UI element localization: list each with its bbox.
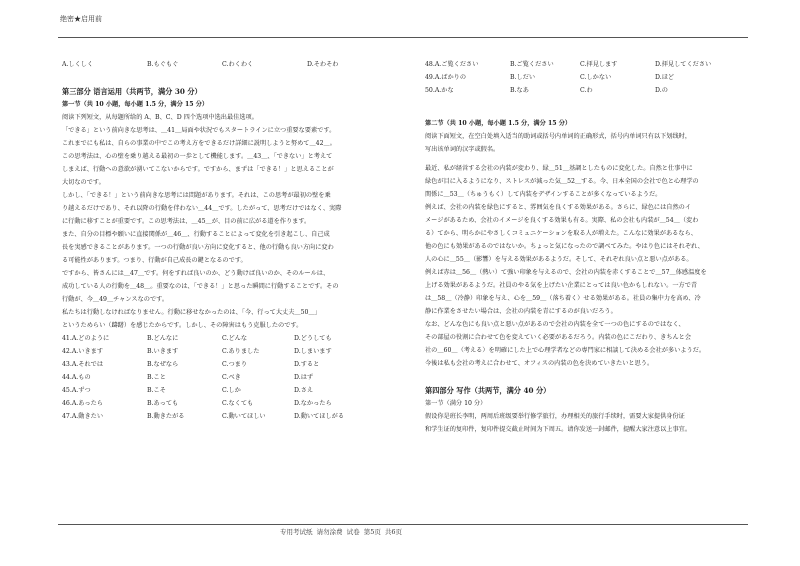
option-row-40 (62, 58, 392, 71)
option-d[interactable]: D.ほど (655, 74, 675, 81)
option-b[interactable]: B.こと (147, 374, 166, 381)
option-c[interactable]: C.どんな (222, 335, 248, 342)
option-d[interactable]: D.なかったら (294, 400, 332, 407)
option-b[interactable]: B.もぐもぐ (147, 61, 179, 68)
passage-line: また、自分の目標や願いに直接関係が＿46＿、行動することによって変化を引き起こし、自己成 (62, 231, 330, 238)
section1-title: 第一节（共 10 小题，每小题 1.5 分，满分 15 分） (62, 101, 209, 108)
right-column (425, 58, 755, 436)
option-row (62, 358, 392, 371)
passage-line: る）てから、明らかにやさしくコミュニケーションを取る人が増えた。こんなに効果があるなら、 (425, 230, 697, 237)
left-column (62, 58, 392, 423)
passage-line: しまえば、行動への意欲が湧いてこないからです。ですから、まずは「できる！」と思えることが (62, 166, 334, 173)
option-d[interactable]: D.拝見してください (655, 61, 712, 68)
option-b[interactable]: B.こそ (147, 387, 166, 394)
passage-line: なお、どんな色にも良い点と悪い点があるので会社の内装を全て一つの色にするのではなく、 (425, 321, 685, 328)
passage-line: 人の心に＿55＿（影響）を与える効果があるようだ。そして、それぞれ良い点と悪い点がある。 (425, 256, 693, 263)
option-d[interactable]: D.そわそわ (307, 61, 339, 68)
passage-2 (425, 162, 755, 370)
confidential-label: 绝密★启用前 (60, 15, 102, 23)
section2-instructions: 写出该单词的汉字或假名。 (425, 146, 500, 153)
option-c[interactable]: C.わ (580, 87, 593, 94)
passage-line: り越えるだけであり、それ以降の行動を伴わない＿44＿です。したがって、思考だけではなく、実際 (62, 205, 342, 212)
option-c[interactable]: C.ありました (222, 348, 260, 355)
passage-line: というためらい（躊躇）を感じたからです。しかし、その障害はもう克服したのです。 (62, 322, 303, 329)
passage-line: 長を実感できることがあります。一つの行動が良い方向に変化すると、他の行動も良い方向に変わ (62, 244, 334, 251)
passage-line: に行動に移すことが重要です。この思考法は、＿45＿が、目の前に広がる道を作ります。 (62, 218, 311, 225)
passage-line: 今後は私も会社の考えに合わせて、オフィスの内装の色を決めていきたいと思う。 (425, 360, 654, 367)
writing-prompt-line: 假设你是班长李明，两周后班级要举行修学旅行，办理相关的旅行手续时，需要大家提供身份证 (425, 413, 685, 420)
option-c[interactable]: C.しか (222, 387, 241, 394)
option-row (425, 58, 755, 71)
option-a[interactable]: 42.A.いきます (62, 348, 104, 355)
writing-prompt-line: 和学生证的复印件，复印件提交截止时间为下周五。请你发送一封邮件，提醒大家注意以上事宜。 (425, 426, 692, 433)
option-a[interactable]: 49.A.ばかりの (425, 74, 467, 81)
option-row (62, 345, 392, 358)
passage-line: その部屋の役割に合わせて色を変えていく必要があるだろう。内装の色にこだわり、きちんと会 (425, 334, 692, 341)
option-d[interactable]: D.すると (294, 361, 320, 368)
option-b[interactable]: B.いきます (147, 348, 179, 355)
bottom-rule (58, 524, 748, 525)
option-d[interactable]: D.動いてほしがる (294, 413, 345, 420)
option-d[interactable]: D.しまいます (294, 348, 332, 355)
passage-line: 行動が、今＿49＿チャンスなのです。 (62, 296, 169, 303)
passage-1 (62, 124, 392, 332)
option-b[interactable]: B.あっても (147, 400, 179, 407)
option-row (62, 410, 392, 423)
option-a[interactable]: 47.A.動きたい (62, 413, 104, 420)
passage-line: る可能性があります。つまり、行動が自己成長の鍵となるのです。 (62, 257, 247, 264)
passage-line: は＿58＿（冷静）印象を与え、心を＿59＿（落ち着く）せる効果がある。社員の集中力を高め、冷 (425, 295, 701, 302)
passage-line: 他の色にも効果があるのではないか。ちょっと気になったので調べてみた。やはり色にはそれぞれ、 (425, 243, 704, 250)
option-b[interactable]: B.なぜなら (147, 361, 179, 368)
passage-line: 上げる効果があるようだ。社員のやる気を上げたい企業にとっては良い色かもしれない。一方で青 (425, 282, 698, 289)
option-c[interactable]: C.しかない (580, 74, 612, 81)
option-a[interactable]: 48.A.ご覧ください (425, 61, 479, 68)
passage-line: 緑色が目に入るようになり、ストレスが減った気＿52＿する。今、日本全国の会社で色と心理学の (425, 178, 699, 185)
passage-line: 関係に＿53＿（ちゅうもく）して内装をデザインすることが多くなっているようだ。 (425, 191, 662, 198)
section2-instructions: 阅读下面短文，在空白处填入适当的助词或括号内单词的正确形式，括号内单词只有以下划线时， (425, 133, 692, 140)
option-row (425, 84, 755, 97)
part4-section1-title: 第一节（满分 10 分） (425, 400, 487, 407)
passage-line: 大切なのです。 (62, 179, 105, 186)
passage-line: 成功している人の行動を＿48＿。重要なのは、「できる！」と思った瞬間に行動することです。その (62, 283, 339, 290)
option-d[interactable]: D.さえ (294, 387, 314, 394)
option-a[interactable]: 46.A.あったら (62, 400, 103, 407)
option-c[interactable]: C.動いてほしい (222, 413, 266, 420)
option-b[interactable]: B.しだい (510, 74, 536, 81)
option-c[interactable]: C.なくても (222, 400, 254, 407)
page-footer: 专用考试纸 请勿涂费 试卷 第5页 共6页 (280, 528, 403, 536)
option-b[interactable]: B.動きたがる (147, 413, 185, 420)
passage-line: ですから、皆さんには＿47＿です。何をすれば良いのか、どう動けば良いのか、そのルールは、 (62, 270, 330, 277)
passage-line: これまでにも私は、自らの事業の中でこの考え方をできるだけ詳細に説明しようと努めて＿42＿。 (62, 140, 336, 147)
option-c[interactable]: C.拝見します (580, 61, 618, 68)
options-41-47 (62, 332, 392, 423)
top-rule (58, 37, 748, 38)
part3-title: 第三部分 语言运用（共两节，满分 30 分） (62, 87, 202, 96)
option-a[interactable]: 43.A.それでは (62, 361, 104, 368)
passage-line: この思考法は、心の壁を乗り越える最初の一歩として機能します。＿43＿、「できない」と考えて (62, 153, 333, 160)
option-a[interactable]: 45.A.ずつ (62, 387, 91, 394)
passage-line: 例えば、会社の内装を緑色にすると、雰囲気を良くする効果がある。さらに、緑色には自然のイ (425, 204, 692, 211)
option-a[interactable]: 44.A.もの (62, 374, 91, 381)
option-d[interactable]: D.の (655, 87, 668, 94)
option-row (62, 332, 392, 345)
option-d[interactable]: D.どうしても (294, 335, 332, 342)
option-a[interactable]: 50.A.かな (425, 87, 454, 94)
passage-line: 社の＿60＿（考える）を明確にした上で心理学者などの専門家に相談して決める会社が多いようだ。 (425, 347, 706, 354)
option-c[interactable]: C.わくわく (222, 61, 254, 68)
passage-line: 「できる」という前向きな思考は、＿41＿局面や状況でもスタートラインに立つ重要な要素です。 (62, 127, 336, 134)
passage-line: 静に作業をさせたい場合は、会社の内装を青にするのが良いだろう。 (425, 308, 617, 315)
option-row (62, 371, 392, 384)
section1-instructions: 阅读下列短文，从每题所给的 A、B、C、D 四个选项中选出最佳选项。 (62, 114, 258, 121)
option-a[interactable]: A.しくしく (62, 61, 94, 68)
passage-line: しかし、「できる！」という前向きな思考には問題があります。それは、この思考が最初の壁を乗 (62, 192, 331, 199)
passage-line: 私たちは行動しなければなりません。行動に移せなかったのは、「今、行って大丈夫＿50＿」 (62, 309, 321, 316)
option-b[interactable]: B.どんなに (147, 335, 179, 342)
passage-line: メージがあるため、会社のイメージを良くする効果も有る。実際、私の会社も内装が＿54＿（変わ (425, 217, 699, 224)
passage-line: 例えば赤は＿56＿（熱い）て強い印象を与えるので、会社の内装を赤くすることで＿57＿体感温度を (425, 269, 707, 276)
option-b[interactable]: B.なあ (510, 87, 529, 94)
passage-line: 最近、私が経営する会社の内装が変わり、緑＿51＿基調としたものに変化した。自然と仕事中に (425, 165, 693, 172)
part4-title: 第四部分 写作（共两节，满分 40 分） (425, 386, 551, 395)
option-c[interactable]: C.つまり (222, 361, 248, 368)
option-b[interactable]: B.ご覧ください (510, 61, 554, 68)
section2-title: 第二节（共 10 小题，每小题 1.5 分，满分 15 分） (425, 120, 572, 127)
option-c[interactable]: C.べき (222, 374, 241, 381)
option-row (62, 397, 392, 410)
option-d[interactable]: D.はず (294, 374, 314, 381)
option-row (425, 71, 755, 84)
option-a[interactable]: 41.A.どのように (62, 335, 110, 342)
option-row (62, 384, 392, 397)
